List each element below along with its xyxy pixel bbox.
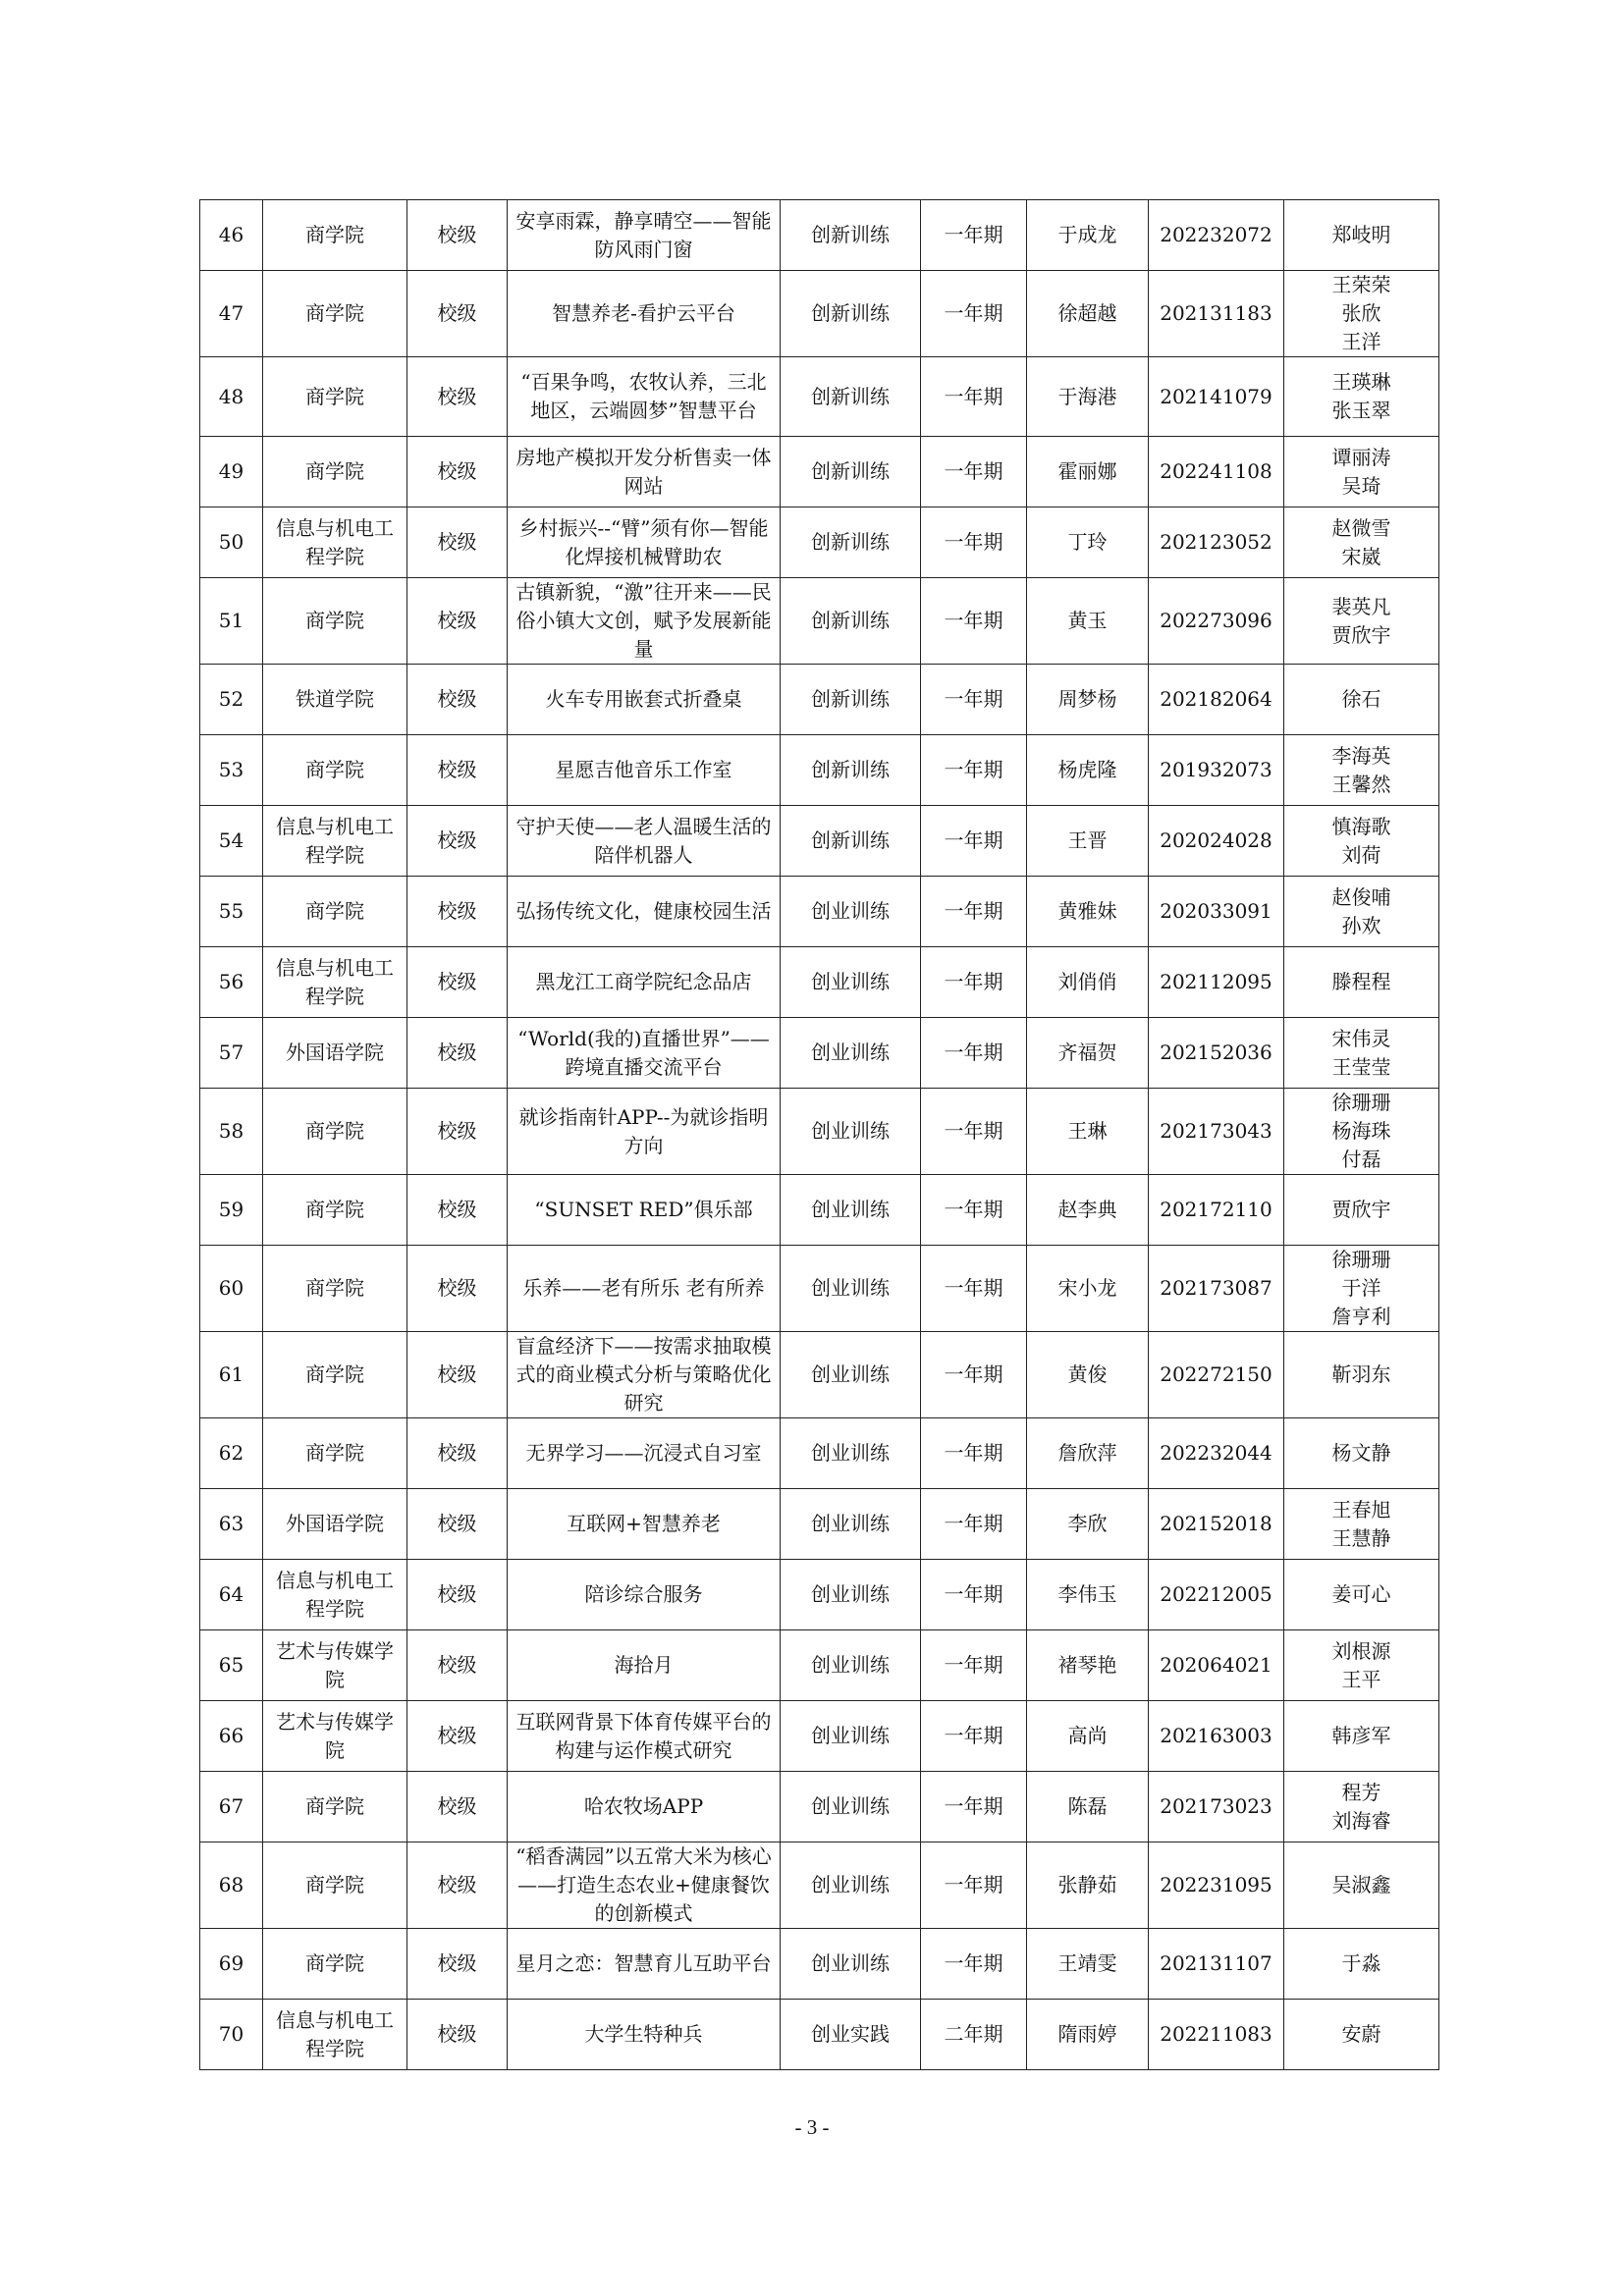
level-cell: 校级 bbox=[407, 1560, 508, 1630]
row-number: 54 bbox=[200, 806, 263, 877]
project-name-cell: 无界学习——沉浸式自习室 bbox=[508, 1418, 781, 1489]
member-name: 杨文静 bbox=[1331, 1441, 1391, 1465]
project-name-cell: “World(我的)直播世界”——跨境直播交流平台 bbox=[508, 1018, 781, 1089]
table-row bbox=[200, 271, 1439, 357]
project-type-cell: 创业训练 bbox=[781, 877, 921, 947]
college-cell: 艺术与传媒学院 bbox=[263, 1630, 407, 1701]
table-row bbox=[200, 1089, 1439, 1175]
period-cell: 一年期 bbox=[921, 947, 1027, 1018]
period-cell: 一年期 bbox=[921, 735, 1027, 806]
members-cell bbox=[1284, 947, 1439, 1018]
period-cell: 一年期 bbox=[921, 1701, 1027, 1772]
level-cell: 校级 bbox=[407, 1018, 508, 1089]
member-name: 孙欢 bbox=[1341, 913, 1381, 937]
project-type-cell: 创业训练 bbox=[781, 1089, 921, 1175]
period-cell: 一年期 bbox=[921, 1089, 1027, 1175]
member-name: 赵俊哺 bbox=[1331, 884, 1391, 909]
row-number: 70 bbox=[200, 2000, 263, 2070]
member-name: 裴英凡 bbox=[1331, 594, 1391, 618]
row-number: 55 bbox=[200, 877, 263, 947]
project-name-cell: 弘扬传统文化，健康校园生活 bbox=[508, 877, 781, 947]
members-cell bbox=[1284, 1246, 1439, 1332]
level-cell: 校级 bbox=[407, 947, 508, 1018]
row-number: 69 bbox=[200, 1929, 263, 2000]
members-cell bbox=[1284, 665, 1439, 735]
college-cell: 商学院 bbox=[263, 1772, 407, 1842]
member-name: 慎海歌 bbox=[1331, 814, 1391, 838]
members-cell bbox=[1284, 877, 1439, 947]
table-row bbox=[200, 1175, 1439, 1246]
project-type-cell: 创新训练 bbox=[781, 806, 921, 877]
level-cell: 校级 bbox=[407, 578, 508, 665]
student-id-cell: 201932073 bbox=[1149, 735, 1284, 806]
level-cell: 校级 bbox=[407, 1929, 508, 2000]
table-row bbox=[200, 1842, 1439, 1929]
row-number: 49 bbox=[200, 437, 263, 507]
row-number: 64 bbox=[200, 1560, 263, 1630]
table-row bbox=[200, 1772, 1439, 1842]
roster-body bbox=[200, 200, 1439, 2070]
level-cell: 校级 bbox=[407, 507, 508, 578]
period-cell: 一年期 bbox=[921, 1418, 1027, 1489]
student-id-cell: 202131183 bbox=[1149, 271, 1284, 357]
row-number: 61 bbox=[200, 1332, 263, 1418]
member-name: 韩彦军 bbox=[1331, 1724, 1391, 1747]
leader-cell: 陈磊 bbox=[1027, 1772, 1149, 1842]
row-number: 68 bbox=[200, 1842, 263, 1929]
members-cell bbox=[1284, 271, 1439, 357]
student-id-cell: 202112095 bbox=[1149, 947, 1284, 1018]
period-cell: 一年期 bbox=[921, 1018, 1027, 1089]
row-number: 47 bbox=[200, 271, 263, 357]
members-cell bbox=[1284, 1489, 1439, 1560]
member-name: 郑岐明 bbox=[1331, 223, 1391, 246]
leader-cell: 于成龙 bbox=[1027, 200, 1149, 271]
members-cell bbox=[1284, 1089, 1439, 1175]
project-name-cell: 星愿吉他音乐工作室 bbox=[508, 735, 781, 806]
student-id-cell: 202272150 bbox=[1149, 1332, 1284, 1418]
project-name-cell: 古镇新貌，“激”往开来——民俗小镇大文创，赋予发展新能量 bbox=[508, 578, 781, 665]
member-name: 程芳 bbox=[1341, 1780, 1381, 1804]
college-cell: 商学院 bbox=[263, 271, 407, 357]
leader-cell: 齐福贺 bbox=[1027, 1018, 1149, 1089]
leader-cell: 隋雨婷 bbox=[1027, 2000, 1149, 2070]
college-cell: 商学院 bbox=[263, 735, 407, 806]
table-row bbox=[200, 507, 1439, 578]
project-name-cell: 海拾月 bbox=[508, 1630, 781, 1701]
level-cell: 校级 bbox=[407, 1701, 508, 1772]
row-number: 51 bbox=[200, 578, 263, 665]
period-cell: 二年期 bbox=[921, 2000, 1027, 2070]
leader-cell: 于海港 bbox=[1027, 357, 1149, 437]
period-cell: 一年期 bbox=[921, 806, 1027, 877]
members-cell bbox=[1284, 1418, 1439, 1489]
period-cell: 一年期 bbox=[921, 437, 1027, 507]
level-cell: 校级 bbox=[407, 357, 508, 437]
project-type-cell: 创新训练 bbox=[781, 357, 921, 437]
level-cell: 校级 bbox=[407, 1089, 508, 1175]
member-name: 王春旭 bbox=[1331, 1497, 1391, 1522]
project-type-cell: 创业训练 bbox=[781, 1175, 921, 1246]
project-name-cell: 大学生特种兵 bbox=[508, 2000, 781, 2070]
member-name: 李海英 bbox=[1331, 743, 1391, 768]
row-number: 56 bbox=[200, 947, 263, 1018]
leader-cell: 刘俏俏 bbox=[1027, 947, 1149, 1018]
members-cell bbox=[1284, 1630, 1439, 1701]
project-type-cell: 创业训练 bbox=[781, 1701, 921, 1772]
row-number: 53 bbox=[200, 735, 263, 806]
member-name: 徐石 bbox=[1341, 687, 1381, 711]
college-cell: 商学院 bbox=[263, 437, 407, 507]
member-name: 宋伟灵 bbox=[1331, 1026, 1391, 1050]
row-number: 50 bbox=[200, 507, 263, 578]
project-type-cell: 创业训练 bbox=[781, 1560, 921, 1630]
row-number: 67 bbox=[200, 1772, 263, 1842]
leader-cell: 王晋 bbox=[1027, 806, 1149, 877]
member-name: 刘海睿 bbox=[1331, 1808, 1391, 1833]
project-name-cell: “稻香满园”以五常大米为核心——打造生态农业+健康餐饮的创新模式 bbox=[508, 1842, 781, 1929]
member-name: 贾欣宇 bbox=[1331, 622, 1391, 647]
period-cell: 一年期 bbox=[921, 1630, 1027, 1701]
member-name: 张欣 bbox=[1341, 301, 1381, 325]
project-name-cell: 乐养——老有所乐 老有所养 bbox=[508, 1246, 781, 1332]
project-roster-table bbox=[199, 199, 1439, 2070]
member-name: 靳羽东 bbox=[1331, 1362, 1391, 1386]
project-name-cell: 互联网背景下体育传媒平台的构建与运作模式研究 bbox=[508, 1701, 781, 1772]
level-cell: 校级 bbox=[407, 1175, 508, 1246]
member-name: 谭丽涛 bbox=[1331, 445, 1391, 469]
student-id-cell: 202152036 bbox=[1149, 1018, 1284, 1089]
table-row bbox=[200, 877, 1439, 947]
table-row bbox=[200, 1246, 1439, 1332]
members-cell bbox=[1284, 735, 1439, 806]
project-type-cell: 创业训练 bbox=[781, 1489, 921, 1560]
project-type-cell: 创新训练 bbox=[781, 578, 921, 665]
student-id-cell: 202152018 bbox=[1149, 1489, 1284, 1560]
member-name: 徐珊珊 bbox=[1331, 1248, 1391, 1271]
project-type-cell: 创新训练 bbox=[781, 665, 921, 735]
member-name: 王瑛琳 bbox=[1331, 370, 1391, 394]
project-type-cell: 创新训练 bbox=[781, 507, 921, 578]
table-row bbox=[200, 1630, 1439, 1701]
leader-cell: 黄玉 bbox=[1027, 578, 1149, 665]
leader-cell: 杨虎隆 bbox=[1027, 735, 1149, 806]
project-name-cell: 火车专用嵌套式折叠桌 bbox=[508, 665, 781, 735]
student-id-cell: 202212005 bbox=[1149, 1560, 1284, 1630]
period-cell: 一年期 bbox=[921, 665, 1027, 735]
members-cell bbox=[1284, 806, 1439, 877]
project-type-cell: 创业训练 bbox=[781, 1772, 921, 1842]
leader-cell: 霍丽娜 bbox=[1027, 437, 1149, 507]
level-cell: 校级 bbox=[407, 2000, 508, 2070]
leader-cell: 王琳 bbox=[1027, 1089, 1149, 1175]
level-cell: 校级 bbox=[407, 1630, 508, 1701]
member-name: 王荣荣 bbox=[1331, 273, 1391, 296]
member-name: 徐珊珊 bbox=[1331, 1091, 1391, 1114]
members-cell bbox=[1284, 1560, 1439, 1630]
member-name: 滕程程 bbox=[1331, 970, 1391, 993]
row-number: 57 bbox=[200, 1018, 263, 1089]
project-type-cell: 创业训练 bbox=[781, 1418, 921, 1489]
table-row bbox=[200, 1418, 1439, 1489]
leader-cell: 高尚 bbox=[1027, 1701, 1149, 1772]
table-row bbox=[200, 735, 1439, 806]
project-type-cell: 创业训练 bbox=[781, 1018, 921, 1089]
level-cell: 校级 bbox=[407, 877, 508, 947]
leader-cell: 张静茹 bbox=[1027, 1842, 1149, 1929]
table-row bbox=[200, 665, 1439, 735]
row-number: 58 bbox=[200, 1089, 263, 1175]
table-row bbox=[200, 947, 1439, 1018]
level-cell: 校级 bbox=[407, 271, 508, 357]
period-cell: 一年期 bbox=[921, 200, 1027, 271]
college-cell: 信息与机电工程学院 bbox=[263, 507, 407, 578]
table-row bbox=[200, 806, 1439, 877]
college-cell: 商学院 bbox=[263, 200, 407, 271]
period-cell: 一年期 bbox=[921, 1246, 1027, 1332]
project-type-cell: 创新训练 bbox=[781, 735, 921, 806]
leader-cell: 周梦杨 bbox=[1027, 665, 1149, 735]
leader-cell: 宋小龙 bbox=[1027, 1246, 1149, 1332]
table-row bbox=[200, 200, 1439, 271]
project-type-cell: 创业训练 bbox=[781, 1246, 921, 1332]
member-name: 刘荷 bbox=[1341, 842, 1381, 867]
project-name-cell: 陪诊综合服务 bbox=[508, 1560, 781, 1630]
leader-cell: 赵李典 bbox=[1027, 1175, 1149, 1246]
project-type-cell: 创新训练 bbox=[781, 271, 921, 357]
project-type-cell: 创业训练 bbox=[781, 1842, 921, 1929]
table-row bbox=[200, 2000, 1439, 2070]
leader-cell: 詹欣萍 bbox=[1027, 1418, 1149, 1489]
student-id-cell: 202123052 bbox=[1149, 507, 1284, 578]
college-cell: 商学院 bbox=[263, 357, 407, 437]
college-cell: 信息与机电工程学院 bbox=[263, 806, 407, 877]
row-number: 60 bbox=[200, 1246, 263, 1332]
project-name-cell: 黑龙江工商学院纪念品店 bbox=[508, 947, 781, 1018]
student-id-cell: 202131107 bbox=[1149, 1929, 1284, 2000]
table-row bbox=[200, 1929, 1439, 2000]
member-name: 姜可心 bbox=[1331, 1582, 1391, 1606]
student-id-cell: 202024028 bbox=[1149, 806, 1284, 877]
period-cell: 一年期 bbox=[921, 1175, 1027, 1246]
project-name-cell: “SUNSET RED”俱乐部 bbox=[508, 1175, 781, 1246]
project-name-cell: 互联网+智慧养老 bbox=[508, 1489, 781, 1560]
member-name: 于淼 bbox=[1341, 1951, 1381, 1975]
project-name-cell: 房地产模拟开发分析售卖一体网站 bbox=[508, 437, 781, 507]
college-cell: 商学院 bbox=[263, 877, 407, 947]
project-type-cell: 创新训练 bbox=[781, 437, 921, 507]
members-cell bbox=[1284, 1772, 1439, 1842]
level-cell: 校级 bbox=[407, 806, 508, 877]
student-id-cell: 202172110 bbox=[1149, 1175, 1284, 1246]
leader-cell: 李欣 bbox=[1027, 1489, 1149, 1560]
members-cell bbox=[1284, 507, 1439, 578]
college-cell: 商学院 bbox=[263, 1246, 407, 1332]
level-cell: 校级 bbox=[407, 1772, 508, 1842]
college-cell: 商学院 bbox=[263, 1332, 407, 1418]
members-cell bbox=[1284, 1842, 1439, 1929]
college-cell: 商学院 bbox=[263, 1175, 407, 1246]
members-cell bbox=[1284, 357, 1439, 437]
table-row bbox=[200, 1018, 1439, 1089]
level-cell: 校级 bbox=[407, 1246, 508, 1332]
table-row bbox=[200, 1701, 1439, 1772]
table-row bbox=[200, 1332, 1439, 1418]
table-row bbox=[200, 437, 1439, 507]
project-type-cell: 创新训练 bbox=[781, 200, 921, 271]
college-cell: 信息与机电工程学院 bbox=[263, 2000, 407, 2070]
period-cell: 一年期 bbox=[921, 578, 1027, 665]
level-cell: 校级 bbox=[407, 1842, 508, 1929]
members-cell bbox=[1284, 1332, 1439, 1418]
level-cell: 校级 bbox=[407, 1489, 508, 1560]
period-cell: 一年期 bbox=[921, 1489, 1027, 1560]
project-name-cell: “百果争鸣，农牧认养，三北地区，云端圆梦”智慧平台 bbox=[508, 357, 781, 437]
college-cell: 艺术与传媒学院 bbox=[263, 1701, 407, 1772]
level-cell: 校级 bbox=[407, 1418, 508, 1489]
student-id-cell: 202231095 bbox=[1149, 1842, 1284, 1929]
student-id-cell: 202163003 bbox=[1149, 1701, 1284, 1772]
member-name: 于洋 bbox=[1341, 1276, 1381, 1300]
row-number: 48 bbox=[200, 357, 263, 437]
project-type-cell: 创业训练 bbox=[781, 947, 921, 1018]
student-id-cell: 202232044 bbox=[1149, 1418, 1284, 1489]
student-id-cell: 202141079 bbox=[1149, 357, 1284, 437]
members-cell bbox=[1284, 1018, 1439, 1089]
level-cell: 校级 bbox=[407, 437, 508, 507]
member-name: 杨海珠 bbox=[1331, 1119, 1391, 1143]
member-name: 王慧静 bbox=[1331, 1525, 1391, 1550]
table-row bbox=[200, 1489, 1439, 1560]
member-name: 王洋 bbox=[1341, 330, 1381, 353]
row-number: 62 bbox=[200, 1418, 263, 1489]
level-cell: 校级 bbox=[407, 1332, 508, 1418]
member-name: 吴淑鑫 bbox=[1331, 1873, 1391, 1896]
members-cell bbox=[1284, 1701, 1439, 1772]
college-cell: 商学院 bbox=[263, 1842, 407, 1929]
leader-cell: 黄俊 bbox=[1027, 1332, 1149, 1418]
leader-cell: 王靖雯 bbox=[1027, 1929, 1149, 2000]
project-name-cell: 哈农牧场APP bbox=[508, 1772, 781, 1842]
project-name-cell: 乡村振兴--“臂”须有你—智能化焊接机械臂助农 bbox=[508, 507, 781, 578]
members-cell bbox=[1284, 437, 1439, 507]
period-cell: 一年期 bbox=[921, 271, 1027, 357]
project-name-cell: 就诊指南针APP--为就诊指明方向 bbox=[508, 1089, 781, 1175]
member-name: 宋崴 bbox=[1341, 544, 1381, 568]
college-cell: 信息与机电工程学院 bbox=[263, 947, 407, 1018]
period-cell: 一年期 bbox=[921, 1929, 1027, 2000]
project-name-cell: 盲盒经济下——按需求抽取模式的商业模式分析与策略优化研究 bbox=[508, 1332, 781, 1418]
student-id-cell: 202182064 bbox=[1149, 665, 1284, 735]
row-number: 63 bbox=[200, 1489, 263, 1560]
project-name-cell: 守护天使——老人温暖生活的陪伴机器人 bbox=[508, 806, 781, 877]
project-type-cell: 创业训练 bbox=[781, 1929, 921, 2000]
college-cell: 铁道学院 bbox=[263, 665, 407, 735]
members-cell bbox=[1284, 200, 1439, 271]
row-number: 66 bbox=[200, 1701, 263, 1772]
period-cell: 一年期 bbox=[921, 877, 1027, 947]
student-id-cell: 202173087 bbox=[1149, 1246, 1284, 1332]
member-name: 詹亨利 bbox=[1331, 1305, 1391, 1328]
row-number: 52 bbox=[200, 665, 263, 735]
members-cell bbox=[1284, 2000, 1439, 2070]
project-type-cell: 创业训练 bbox=[781, 1630, 921, 1701]
student-id-cell: 202241108 bbox=[1149, 437, 1284, 507]
table-row bbox=[200, 357, 1439, 437]
leader-cell: 徐超越 bbox=[1027, 271, 1149, 357]
period-cell: 一年期 bbox=[921, 1842, 1027, 1929]
table-row bbox=[200, 578, 1439, 665]
student-id-cell: 202273096 bbox=[1149, 578, 1284, 665]
college-cell: 商学院 bbox=[263, 1089, 407, 1175]
period-cell: 一年期 bbox=[921, 1332, 1027, 1418]
member-name: 刘根源 bbox=[1331, 1638, 1391, 1663]
leader-cell: 丁玲 bbox=[1027, 507, 1149, 578]
member-name: 安蔚 bbox=[1341, 2022, 1381, 2046]
member-name: 赵微雪 bbox=[1331, 515, 1391, 540]
period-cell: 一年期 bbox=[921, 1560, 1027, 1630]
row-number: 59 bbox=[200, 1175, 263, 1246]
project-name-cell: 智慧养老-看护云平台 bbox=[508, 271, 781, 357]
college-cell: 外国语学院 bbox=[263, 1018, 407, 1089]
member-name: 王馨然 bbox=[1331, 772, 1391, 796]
college-cell: 外国语学院 bbox=[263, 1489, 407, 1560]
project-type-cell: 创业训练 bbox=[781, 1332, 921, 1418]
table-row bbox=[200, 1560, 1439, 1630]
student-id-cell: 202232072 bbox=[1149, 200, 1284, 271]
leader-cell: 李伟玉 bbox=[1027, 1560, 1149, 1630]
member-name: 王莹莹 bbox=[1331, 1054, 1391, 1079]
level-cell: 校级 bbox=[407, 200, 508, 271]
student-id-cell: 202064021 bbox=[1149, 1630, 1284, 1701]
leader-cell: 褚琴艳 bbox=[1027, 1630, 1149, 1701]
members-cell bbox=[1284, 578, 1439, 665]
page-number: - 3 - bbox=[794, 2115, 830, 2139]
student-id-cell: 202173023 bbox=[1149, 1772, 1284, 1842]
project-name-cell: 星月之恋：智慧育儿互助平台 bbox=[508, 1929, 781, 2000]
member-name: 付磊 bbox=[1341, 1148, 1381, 1171]
college-cell: 商学院 bbox=[263, 1929, 407, 2000]
row-number: 65 bbox=[200, 1630, 263, 1701]
members-cell bbox=[1284, 1175, 1439, 1246]
period-cell: 一年期 bbox=[921, 1772, 1027, 1842]
period-cell: 一年期 bbox=[921, 357, 1027, 437]
college-cell: 商学院 bbox=[263, 1418, 407, 1489]
student-id-cell: 202033091 bbox=[1149, 877, 1284, 947]
student-id-cell: 202211083 bbox=[1149, 2000, 1284, 2070]
member-name: 贾欣宇 bbox=[1331, 1198, 1391, 1221]
leader-cell: 黄雅妹 bbox=[1027, 877, 1149, 947]
project-type-cell: 创业实践 bbox=[781, 2000, 921, 2070]
project-name-cell: 安享雨霖，静享晴空——智能防风雨门窗 bbox=[508, 200, 781, 271]
member-name: 吴琦 bbox=[1341, 473, 1381, 498]
level-cell: 校级 bbox=[407, 665, 508, 735]
level-cell: 校级 bbox=[407, 735, 508, 806]
members-cell bbox=[1284, 1929, 1439, 2000]
student-id-cell: 202173043 bbox=[1149, 1089, 1284, 1175]
member-name: 王平 bbox=[1341, 1667, 1381, 1691]
row-number: 46 bbox=[200, 200, 263, 271]
college-cell: 商学院 bbox=[263, 578, 407, 665]
member-name: 张玉翠 bbox=[1331, 399, 1391, 422]
period-cell: 一年期 bbox=[921, 507, 1027, 578]
college-cell: 信息与机电工程学院 bbox=[263, 1560, 407, 1630]
